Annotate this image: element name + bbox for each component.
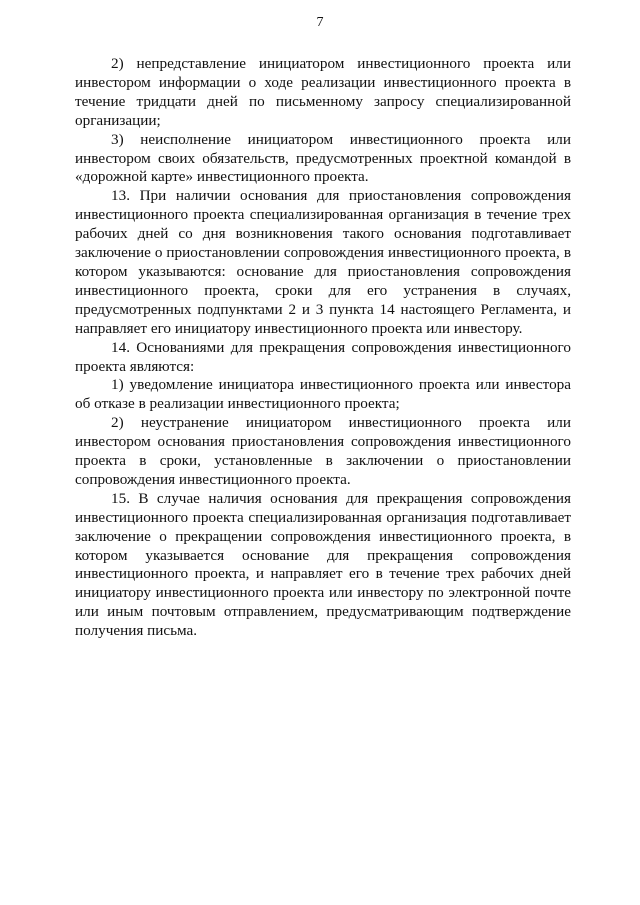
- paragraph-subitem-3: 3) неисполнение инициатором инвестиционного проекта или инвестором своих обязательств, предусмотренных проектной командой в «дорожной карте» инвестиционного проекта.: [75, 130, 571, 186]
- paragraph-item-14-subitem-2: 2) неустранение инициатором инвестиционного проекта или инвестором основания приостановления сопровождения инвестиционного проекта в сроки, установленные в заключении о приостановлении сопровождения инвестиционного проекта.: [75, 414, 571, 488]
- document-body: [75, 55, 571, 641]
- paragraph-item-13: 13. При наличии основания для приостановления сопровождения инвестиционного проекта специализированная организация в течение трех рабочих дней со дня возникновения такого основания подготавливает заключение о приостановлении сопровождения инвестиционного проекта, в котором указываются: основание для приостановления сопровождения инвестиционного проекта, сроки для его устранения в случаях, предусмотренных подпунктами 2 и 3 пункта 14 настоящего Регламента, и направляет его инициатору инвестиционного проекта или инвестору.: [75, 187, 571, 337]
- paragraph-item-14-subitem-1: 1) уведомление инициатора инвестиционного проекта или инвестора об отказе в реализации инвестиционного проекта;: [75, 376, 571, 413]
- paragraph-item-14: 14. Основаниями для прекращения сопровождения инвестиционного проекта являются:: [75, 338, 571, 375]
- paragraph-item-15: 15. В случае наличия основания для прекращения сопровождения инвестиционного проекта специализированная организация подготавливает заключение о прекращении сопровождения инвестиционного проекта, в котором указывается основание для прекращения сопровождения инвестиционного проекта, и направляет его в течение трех рабочих дней инициатору инвестиционного проекта или инвестору по электронной почте или иным почтовым отправлением, предусматривающим подтверждение получения письма.: [75, 489, 571, 640]
- paragraph-subitem-2: 2) непредставление инициатором инвестиционного проекта или инвестором информации о ходе реализации инвестиционного проекта в течение тридцати дней по письменному запросу специализированной организации;: [75, 55, 571, 129]
- page-number: 7: [316, 15, 324, 30]
